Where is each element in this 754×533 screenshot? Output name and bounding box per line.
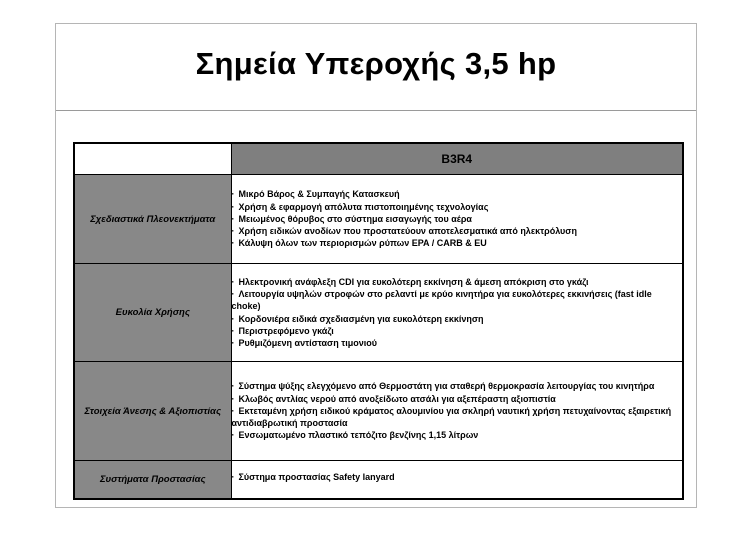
table-row [74, 264, 683, 362]
spec-table [73, 142, 684, 500]
row-content-design [231, 175, 683, 264]
list-item: · Μειωμένος θόρυβος στο σύστημα εισαγωγής του αέρα [231, 213, 472, 224]
list-item: · Μικρό Βάρος & Συμπαγής Κατασκευή [231, 189, 400, 200]
table-row [74, 362, 683, 461]
table-row [74, 175, 683, 264]
list-item: · Σύστημα προστασίας Safety lanyard [231, 472, 395, 482]
title-divider [56, 110, 696, 111]
table-row [74, 461, 683, 499]
list-item: · Χρήση ειδικών ανοδίων που προστατεύουν αποτελεσματικά από ηλεκτρόλυση [231, 226, 577, 237]
list-item: · Ενσωματωμένο πλαστικό τεπόζιτο βενζίνης 1,15 λίτρων [231, 430, 479, 441]
list-item: · Ρυθμιζόμενη αντίσταση τιμονιού [231, 338, 377, 349]
list-item: · Εκτεταμένη χρήση ειδικού κράματος αλουμινίου για σκληρή ναυτική χρήση πετυχαίνοντας εξαιρετική αντιδιαβρωτική προστασία [231, 405, 672, 429]
list-item: · Λειτουργία υψηλών στροφών στο ρελαντί με κρύο κινητήρα για ευκολότερες εκκινήσεις (fast idle choke) [231, 288, 652, 312]
row-label-protection: Συστήματα Προστασίας [74, 461, 231, 499]
list-item: · Ηλεκτρονική ανάφλεξη CDI για ευκολότερη εκκίνηση & άμεση απόκριση στο γκάζι [231, 276, 589, 287]
row-label-ease: Ευκολία Χρήσης [74, 264, 231, 362]
row-label-comfort: Στοιχεία Άνεσης & Αξιοπιστίας [74, 362, 231, 461]
row-content-protection [231, 461, 683, 499]
slide-title: Σημεία Υπεροχής 3,5 hp [195, 46, 557, 81]
row-label-design: Σχεδιαστικά Πλεονεκτήματα [74, 175, 231, 264]
list-item: · Κλωβός αντλίας νερού από ανοξείδωτο ατσάλι για αξεπέραστη αξιοπιστία [231, 393, 556, 404]
row-content-comfort [231, 362, 683, 461]
model-header: B3R4 [231, 143, 683, 175]
row-content-ease [231, 264, 683, 362]
table-header-row [74, 143, 683, 175]
slide [55, 23, 697, 508]
list-item: · Κάλυψη όλων των περιορισμών ρύπων EPA / CARB & EU [231, 238, 487, 249]
header-empty-cell [74, 143, 231, 175]
list-item: · Περιστρεφόμενο γκάζι [231, 325, 334, 336]
list-item: · Κορδονιέρα ειδικά σχεδιασμένη για ευκολότερη εκκίνηση [231, 313, 484, 324]
list-item: · Χρήση & εφαρμογή απόλυτα πιστοποιημένης τεχνολογίας [231, 201, 489, 212]
list-item: · Σύστημα ψύξης ελεγχόμενο από Θερμοστάτη για σταθερή θερμοκρασία λειτουργίας του κινητήρα [231, 381, 655, 392]
